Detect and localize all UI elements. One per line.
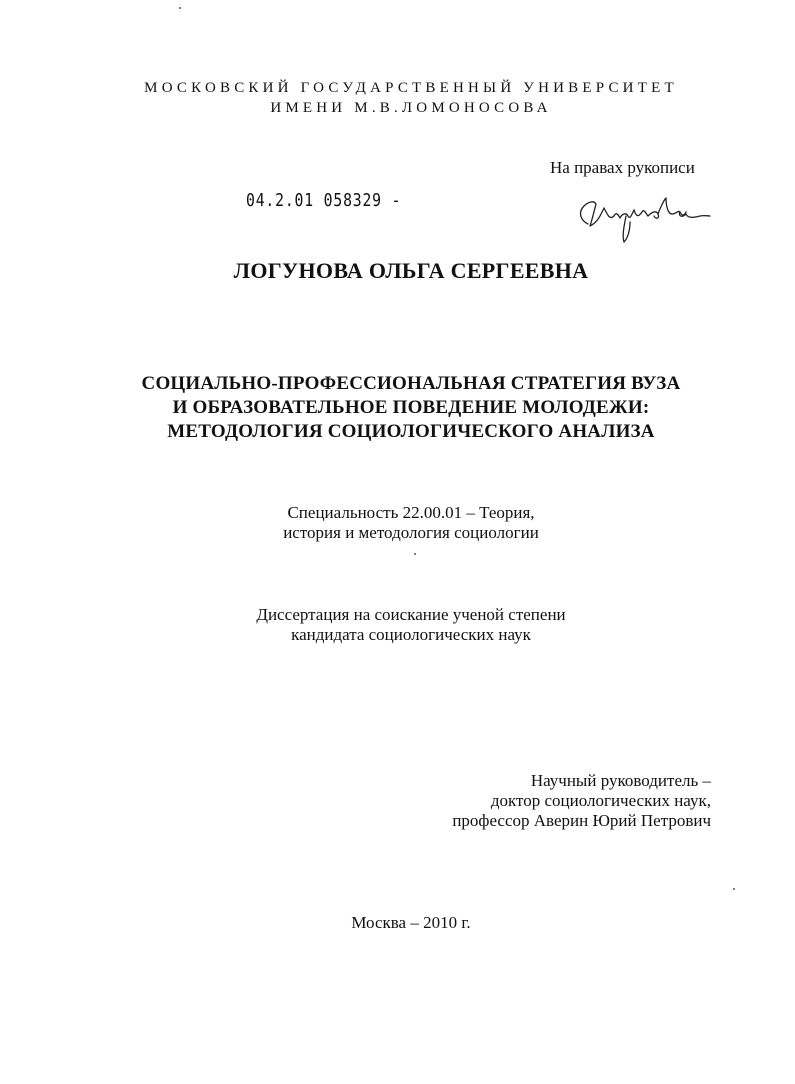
title-line: МЕТОДОЛОГИЯ СОЦИОЛОГИЧЕСКОГО АНАЛИЗА (167, 421, 655, 442)
scan-speck (179, 7, 181, 9)
signature-icon (574, 186, 714, 246)
registration-number: 04.2.01 058329 - (246, 190, 402, 211)
scan-speck (733, 888, 735, 890)
degree-line: кандидата социологических наук (291, 625, 531, 644)
degree-line: Диссертация на соискание ученой степени (256, 605, 566, 624)
city-year: Москва – 2010 г. (351, 913, 471, 932)
title-line: И ОБРАЗОВАТЕЛЬНОЕ ПОВЕДЕНИЕ МОЛОДЕЖИ: (172, 397, 650, 418)
supervisor-line: Научный руководитель – (530, 771, 711, 790)
specialty-line: история и методология социологии (283, 523, 539, 542)
author-name: ЛОГУНОВА ОЛЬГА СЕРГЕЕВНА (233, 258, 589, 283)
manuscript-note: На правах рукописи (550, 158, 695, 177)
university-name: МОСКОВСКИЙ ГОСУДАРСТВЕННЫЙ УНИВЕРСИТЕТ (144, 80, 678, 96)
university-header (0, 78, 795, 118)
specialty (0, 503, 795, 543)
scan-speck (414, 553, 416, 555)
title-line: СОЦИАЛЬНО-ПРОФЕССИОНАЛЬНАЯ СТРАТЕГИЯ ВУЗА (141, 373, 681, 394)
dissertation-title (0, 372, 795, 444)
university-named-after: ИМЕНИ М.В.ЛОМОНОСОВА (270, 100, 552, 116)
scientific-supervisor (452, 771, 711, 831)
supervisor-line: доктор социологических наук, (490, 791, 711, 810)
supervisor-line: профессор Аверин Юрий Петрович (452, 811, 711, 830)
dissertation-degree (0, 605, 795, 645)
specialty-line: Специальность 22.00.01 – Теория, (287, 503, 535, 522)
